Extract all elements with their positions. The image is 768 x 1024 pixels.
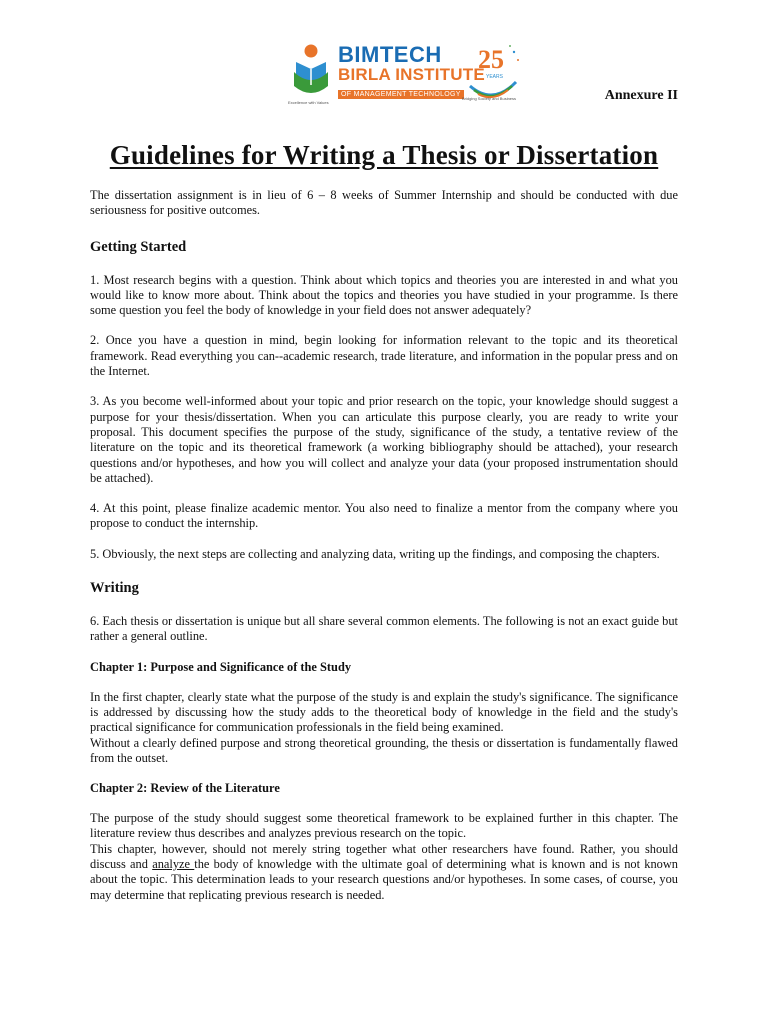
chapter-2-text-b: the body of knowledge with the ultimate goal of determining what is known and is not known about the topic. This determination leads to your research questions and/or hypotheses. In some cases, of course, you may determine that replicating previous research is needed. [90,857,679,902]
document-body [90,188,678,903]
brand-subtitle-2: OF MANAGEMENT TECHNOLOGY [338,90,464,99]
underlined-word: analyze [152,857,195,872]
intro-paragraph: The dissertation assignment is in lieu of 6 – 8 weeks of Summer Internship and should be conducted with due seriousness for positive outcomes. [90,188,678,218]
emblem-tagline: Excellence with Values [288,100,329,105]
list-item: 5. Obviously, the next steps are collecting and analyzing data, writing up the findings, and composing the chapters. [90,546,660,561]
list-item: 3. As you become well-informed about your topic and prior research on the topic, your knowledge should suggest a purpose for your thesis/dissertation. When you can articulate this purpose clearly, you are ready to write your proposal. This document specifies the purpose of the study, significance of the study, a tentative review of the literature on the topic and its theoretical framework (a working bibliography should be attached), your research questions and/or hypotheses, and how you will collect and analyze your data (your proposed instrumentation should be attached). [90,394,678,485]
list-item: 2. Once you have a question in mind, begin looking for information relevant to the topic and its theoretical framework. Read everything you can--academic research, trade literature, and information in the popular press and on the Internet. [90,333,678,379]
anniversary-tagline: Bridging Society and Business [462,96,517,101]
list-item: 4. At this point, please finalize academic mentor. You also need to finalize a mentor from the company where you propose to conduct the internship. [90,501,678,531]
bimtech-emblem-icon [288,42,334,108]
list-item: 6. Each thesis or dissertation is unique but all share several common elements. The following is not an exact guide but rather a general outline. [90,614,678,644]
brand-subtitle: BIRLA INSTITUTE [338,65,485,84]
anniversary-number: 25 [478,45,504,74]
annexure-label: Annexure II [604,88,678,103]
list-item: 1. Most research begins with a question. Think about which topics and theories you are interested in and what you would like to know more about. Think about the topics and theories you have studied in your programme. Is there some question you feel the body of knowledge in your field does not answer adequately? [90,272,678,318]
chapter-2-paragraph-2 [90,842,678,903]
heading-getting-started: Getting Started [90,238,187,255]
document-title: Guidelines for Writing a Thesis or Dissertation [109,140,659,170]
brand-name: BIMTECH [338,42,442,67]
chapter-1-paragraph-2: Without a clearly defined purpose and strong theoretical grounding, the thesis or dissertation is fundamentally flawed from the outset. [90,735,678,765]
chapter-2-heading: Chapter 2: Review of the Literature [90,781,280,796]
chapter-1-heading: Chapter 1: Purpose and Significance of the Study [90,659,352,674]
heading-writing: Writing [90,580,139,597]
anniversary-logo-icon [464,42,522,104]
chapter-2-paragraph: The purpose of the study should suggest some theoretical framework to be explained further in this chapter. The literature review thus describes and analyzes previous research on the topic. [90,811,678,841]
anniversary-label: YEARS [486,74,503,80]
chapter-1-paragraph: In the first chapter, clearly state what the purpose of the study is and explain the study's significance. The significance is addressed by discussing how the study adds to the theoretical body of knowledge in the field and the study's practical significance for communication professionals in the field being examined. [90,689,678,735]
chapter-2-text-a: This chapter, however, should not merely string together what other researchers have found. Rather, you should discuss and [90,841,678,872]
